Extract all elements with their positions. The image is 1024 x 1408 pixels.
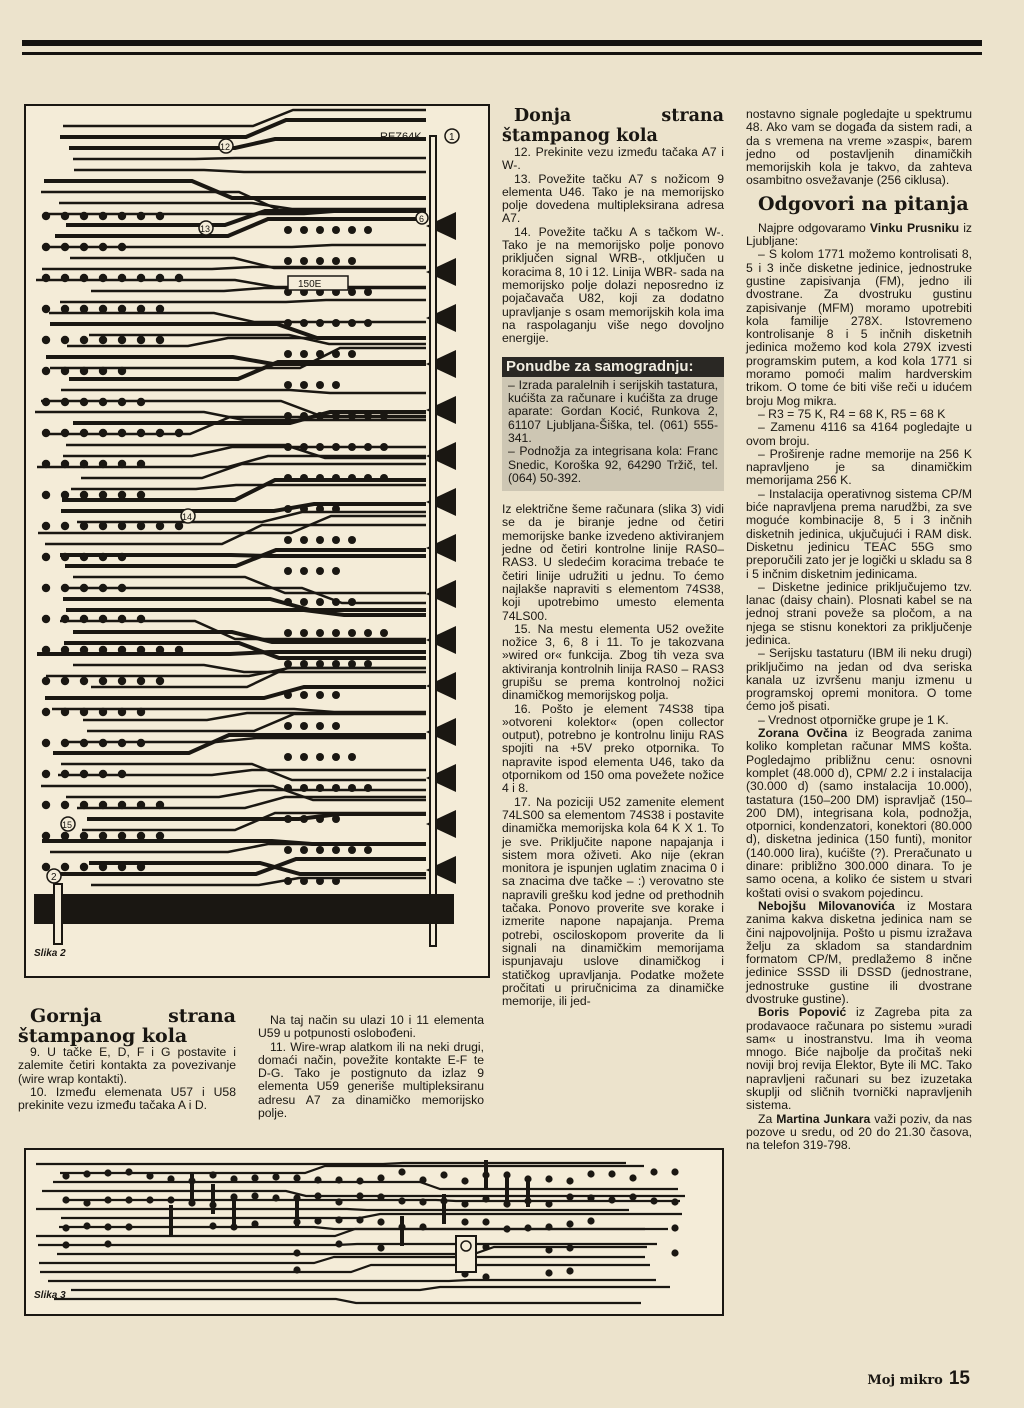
answer-4: – Proširenje radne memorije na 256 K napravljeno je sa dinamičkim memorijama 256 K.: [746, 446, 972, 488]
question-zoran: Zorana Ovčina iz Beograda zanima koliko kompletan računar MMS košta. Pogledajmo približnu cenu: osnovni komplet (48.000 d), CPM/ 2.2 i instalacija (30.000 d) (samo instalacija 10.000), tastatura (150–200 DM) ispravljač (150–200 DM), integrisana kola, podnožja, otpornici, kondenzatori, konektori (80.000 d), disketna jedinica (150 funti), monitor (140.000 lira), kućište (?). Preračunato u dinare: približno 300.000 dinara. To je samo ocena, a koliko će sistem u stvari koštati ovisi o svakom pojedincu.: [746, 726, 972, 900]
col4-continuation: nostavno signale pogledajte u spektrumu 48. Ako vam se događa da sistem radi, a da s vremena na vreme »zaspi«, barem jedno od postavljenih dinamičkih memorijskih kola je takvo, da zahteva osambitno osvežavanje (256 ciklusa).: [746, 107, 972, 188]
step-17: 17. Na poziciji U52 zamenite element 74LS00 sa elementom 74S38 i postavite dinamička memorijska kola 64 K X 1. To je sve. Priključite napone napajanja i sistem mora oživeti. Ako nije (ekran monitora je ispunjen uglatim znacima 0 i sa znacima dve tačke – :) verovatno ste napravili grešku kod jedne od prethodnih tačaka. Ponovo proverite sve korake i izmerite napone napajanja. Prema potrebi, osciloskopom proverite da li signali na dinamičkim memorijama ispunjavaju uslove dinamičkog i statičkog upravljanja. Podatke možete pročitati u priručnicima za dinamičke memorije, ili jed-: [502, 794, 724, 1009]
figure-3-pcb: [24, 1148, 724, 1316]
answer-5: – Instalacija operativnog sistema CP/M biće napravljena prema narudžbi, za sve moguće kombinacije 8, 5 i 3 inčnih disketnih jedinica, ukjučujući i RAM disk. Disketnu jedinicu TEAC 55G smo preporučili zato jer je logički u skladu sa 8 i 5 inčnim disketnim jedinicama.: [746, 486, 972, 581]
pcb-lower-bar-window: [54, 884, 62, 944]
ad-item-1: – Izrada paralelnih i serijskih tastatura, kućišta za računare i kućišta za druge aparate: Gordan Kocić, Runkova 2, 61107 Ljubljana-Šiška, tel. (061) 555-341.: [508, 377, 718, 445]
figure-2-caption: Slika 2: [34, 948, 66, 959]
pcb-label-14: 14: [182, 512, 193, 522]
ad-box: [502, 357, 724, 491]
page-number: 15: [948, 1368, 970, 1389]
answer-3: – Zamenu 4116 sa 4164 pogledajte u ovom broju.: [746, 420, 972, 448]
pcb-label-13: 13: [200, 224, 211, 234]
column-3: [502, 106, 724, 1008]
name-vinko-prusnik: Vinku Prusniku: [869, 220, 960, 235]
ad-title: Ponudbe za samogradnju:: [502, 357, 724, 376]
pcb-label-12: 12: [220, 142, 231, 152]
answer-6: – Disketne jedinice priključujemo tzv. lanac (daisy chain). Plosnati kabel se na jednoj strani poveže sa pločom, a na njega se stisnu konektori za priključenje jedinica.: [746, 579, 972, 647]
heading-gornja-strana: Gornja strana štampanog kola: [18, 1005, 236, 1047]
step-14: 14. Povežite tačku A s tačkom W-. Tako je na memorijsko polje ponovo priključen signal WRB-, otključen u koracima 8, 10 i 12. Linija WBR- sada na memorijsko polje dolazi neposredno iz pojačavača U82, koji za dodatno upravljanje s osam memorijskih kola ima na raspolaganju više nego dovoljno energije.: [502, 224, 724, 346]
pcb3-trace-drawing: [26, 1150, 722, 1314]
col3-para-ras: Iz električne šeme računara (slika 3) vidi se da je biranje jedne od četiri memorijske banke izvedeno aktiviranjem jedne od četiri kontrolne linije RAS0–RAS3. U sledećim koracima trebaće te četiri linije udružiti u jednu. To ćemo najlakše napraviti s elementom 74S38, koji upotrebimo umesto elementa 74LS00.: [502, 502, 724, 623]
column-2: [258, 1014, 484, 1120]
figure-3-caption: Slika 3: [34, 1290, 66, 1301]
pcb-label-rezak: REZ64K: [380, 131, 422, 143]
figure-2-pcb: [24, 104, 490, 978]
pcb-label-box: 150E: [298, 279, 322, 290]
magazine-name: Moj mikro: [867, 1373, 943, 1388]
answer-1: – S kolom 1771 možemo kontrolisati 8, 5 i 3 inče disketne jedinice, jednostruke gustine zapisivanja (FM), jedno ili dvostrane. Za dvostruku gustinu zapisivanje (MFM) moramo upotrebiti kola familije 278X. Istovremeno kontrolisanje 8 i 5 inčnih disketnih jedinica možemo kod kola 279X izvesti programskim putem, a kod kola 1771 si moramo pomoći malim hardverskim trikom. O tome će biti više reči u idućem broju Mog mikra.: [746, 247, 972, 408]
question-nebojsa: Nebojšu Milovanovića iz Mostara zanima kakva disketna jedinica nam se čini najpovoljnija. Pošto u pismu izražava želju za skladom sa standardnim formatom CP/M, predlažemo 8 inčne jedinice SSSD ili DSSD (jednostrane, jednostruke gustine ili dvostrane dvostruke gustine).: [746, 898, 972, 1006]
column-4: [746, 108, 972, 1153]
step-13: 13. Povežite tačku A7 s nožicom 9 elementa U46. Tako je na memorijsko polje dovedena multipleksirana adresa A7.: [502, 171, 724, 226]
question-martin: Za Martina Junkara važi poziv, da nas pozove u sredu, od 20 do 21.30 časova, na telefon 319-798.: [746, 1111, 972, 1153]
answer-7: – Serijsku tastaturu (IBM ili neku drugi) priključimo na jedan od dva seriska kanala uz izvršenu manju izmenu u programskoj opremi monitora. O tome ćemo još pisati.: [746, 646, 972, 714]
pcb-trace-drawing: [26, 106, 488, 976]
pcb-label-1: 1: [449, 132, 455, 143]
column-1: [18, 1006, 236, 1112]
answer-8: – Vrednost otporničke grupe je 1 K.: [758, 712, 949, 727]
pcb-label-15: 15: [62, 820, 73, 830]
question-boris: Boris Popović iz Zagreba pita za prodavaoce računara po sistemu »uradi sam« u inostranstvu. Ima ih veoma mnogo. Biće najbolje da pročitaš neki noviji broj revija Elektor, Byte ili MC. Tako napravljeni računari su bez izuzetaka skuplji od sličnih tvornički napravljenih sistema.: [746, 1005, 972, 1113]
step-12: 12. Prekinite vezu između tačaka A7 i W-.: [502, 145, 724, 173]
col2-para-1: Na taj način su ulazi 10 i 11 elementa U59 u potpunosti oslobođeni.: [258, 1013, 484, 1041]
pcb-label-6: 6: [419, 214, 425, 224]
header-rule-thick: [22, 40, 982, 46]
step-9: 9. U tačke E, D, F i G postavite i zalemite četiri kontakta za povezivanje (wire wrap kontakti).: [18, 1045, 236, 1086]
step-15: 15. Na mestu elementa U52 ovežite nožice 3, 6, 8 i 11. To je takozvana »wired or« funkcija. Zbog tih veza sva aktiviranja kontrolnih linija RAS0 – RAS3 grupišu se prema kontrolnoj nožici dinamičkog memorijskog polja.: [502, 621, 724, 703]
header-rule-thin: [22, 52, 982, 55]
pcb-vertical-bus: [430, 136, 436, 946]
step-11: 11. Wire-wrap alatkom ili na neki drugi, domaći način, povežite kontakte E-F te D-G. Tako je postignuto da izlaz 9 elementa U59 generiše multipleksiranu adresu A7 za dinamičko memorijsko polje.: [258, 1039, 484, 1121]
answer-intro: Najpre odgovaramo Vinku Prusniku iz Ljubljane:: [746, 220, 972, 249]
step-10: 10. Između elemenata U57 i U58 prekinite vezu između tačaka A i D.: [18, 1084, 236, 1113]
step-16: 16. Pošto je element 74S38 tipa »otvoreni kolektor« (open collector output), potrebno je kontrolnu liniju RAS spojiti na +5V preko otpornika. To napravite ispod elementa U46, tako da otpornikom od 150 oma povežete nožice 4 i 8.: [502, 701, 724, 796]
ad-item-2: – Podnožja za integrisana kola: Franc Snedic, Koroška 92, 64290 Tržič, tel. (064) 50-392.: [508, 444, 718, 485]
pcb-label-2: 2: [51, 872, 57, 883]
answer-2: – R3 = 75 K, R4 = 68 K, R5 = 68 K: [758, 406, 946, 421]
heading-donja-strana: Donja strana štampanog kola: [502, 106, 724, 146]
page-footer: [867, 1368, 970, 1390]
pcb-lower-bar: [34, 894, 454, 924]
heading-odgovori: Odgovori na pitanja: [758, 192, 969, 215]
